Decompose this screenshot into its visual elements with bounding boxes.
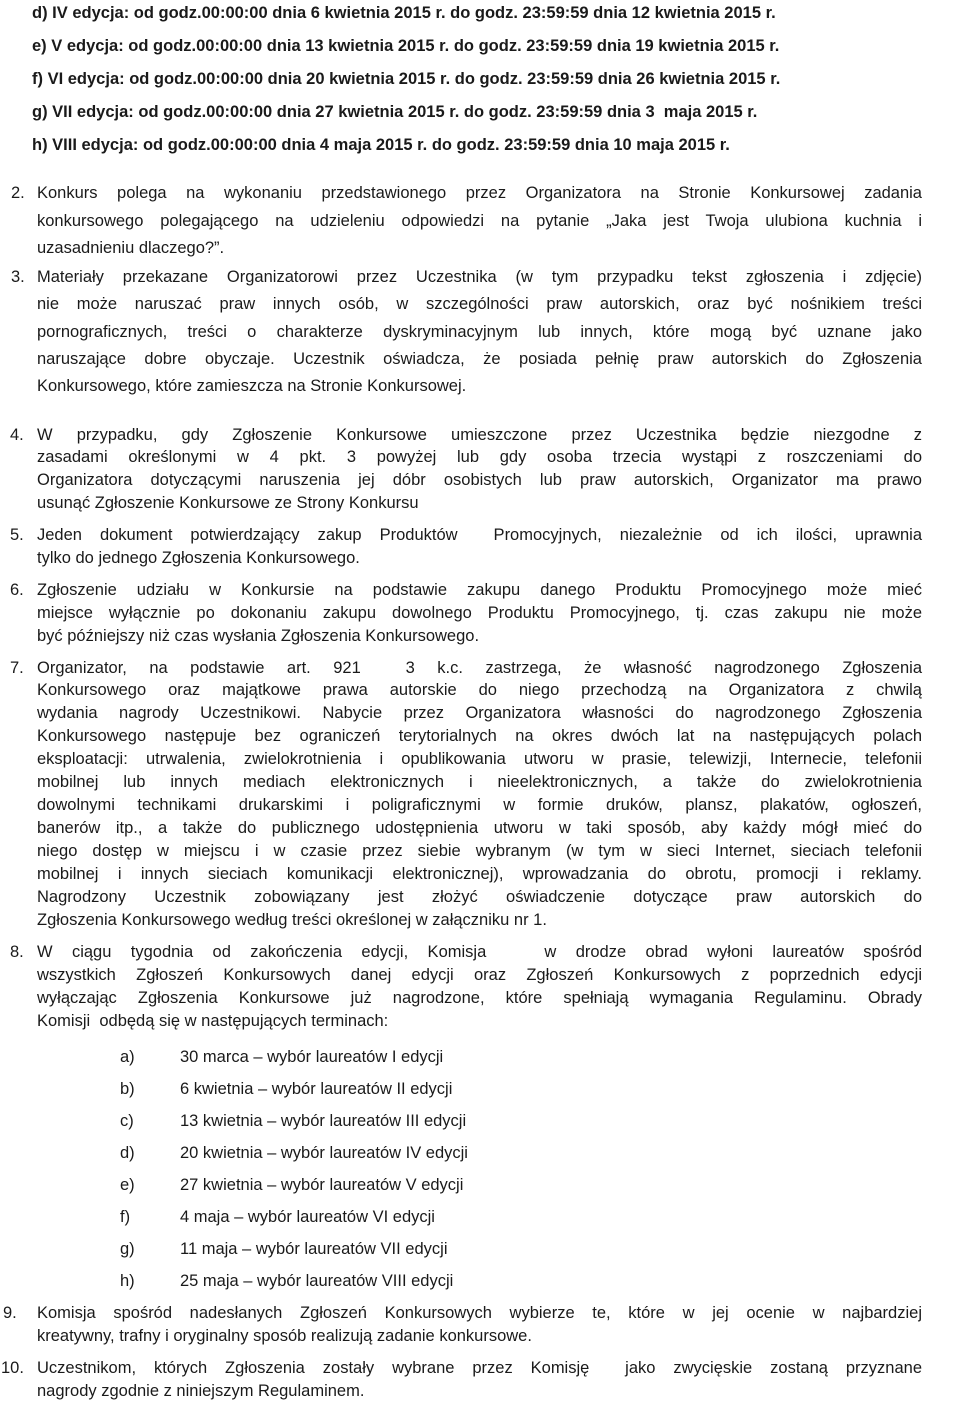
meeting-date-letter: f) xyxy=(120,1208,131,1226)
paragraph-line: miejsce wyłącznie po dokonaniu zakupu dowolnego Produktu Promocyjnego, tj. czas zakupu nie może xyxy=(37,604,922,622)
meeting-date-item: 13 kwietnia – wybór laureatów III edycji xyxy=(180,1112,467,1130)
paragraph-line: Komisja spośród nadesłanych Zgłoszeń Konkursowych wybierze te, które w jej ocenie w najbardziej xyxy=(37,1304,922,1322)
meeting-date-letter: b) xyxy=(120,1080,135,1098)
paragraph-line: nie może naruszać praw innych osób, w szczególności praw autorskich, oraz być nośnikiem treści xyxy=(37,295,922,313)
paragraph-line: Materiały przekazane Organizatorowi przez Uczestnika (w tym przypadku tekst zgłoszenia i zdjęcie) xyxy=(37,268,922,286)
paragraph-line: wydania nagrody Uczestnikowi. Nabycie przez Organizatora własności do nagrodzonego Zgłoszenia xyxy=(37,704,922,722)
section-number: 6. xyxy=(10,581,24,599)
paragraph-line: Konkursowego, które zamieszcza na Stronie Konkursowej. xyxy=(37,377,467,395)
paragraph-line: mobilnej lub innych mediach elektronicznych i nieelektronicznych, a także do zwielokrotnienia xyxy=(37,773,922,791)
paragraph-line: Konkurs polega na wykonaniu przedstawionego przez Organizatora na Stronie Konkursowej zadania xyxy=(37,184,922,202)
meeting-date-letter: d) xyxy=(120,1144,135,1162)
section-number: 7. xyxy=(10,659,24,677)
paragraph-line: Zgłoszenie udziału w Konkursie na podstawie zakupu danego Produktu Promocyjnego może mieć xyxy=(37,581,922,599)
meeting-date-item: 4 maja – wybór laureatów VI edycji xyxy=(180,1208,435,1226)
paragraph-line: banerów itp., a także do publicznego udostępnienia utworu w taki sposób, aby każdy mógł mieć do xyxy=(37,819,922,837)
section-number: 4. xyxy=(10,426,24,444)
paragraph-line: zasadami określonymi w 4 pkt. 3 powyżej lub gdy osoba trzecia wystąpi z roszczeniami do xyxy=(37,448,922,466)
paragraph-line: konkursowego polegającego na udzieleniu odpowiedzi na pytanie „Jaka jest Twoja ulubiona kuchnia i xyxy=(37,212,922,230)
section-number: 5. xyxy=(10,526,24,544)
paragraph-line: Organizatora dotyczącymi naruszenia jej dóbr osobistych lub praw autorskich, Organizator ma prawo xyxy=(37,471,922,489)
paragraph-line: W ciągu tygodnia od zakończenia edycji, Komisja w drodze obrad wyłoni laureatów spośród xyxy=(37,943,922,961)
meeting-date-item: 6 kwietnia – wybór laureatów II edycji xyxy=(180,1080,453,1098)
edition-schedule-item: d) IV edycja: od godz.00:00:00 dnia 6 kwietnia 2015 r. do godz. 23:59:59 dnia 12 kwietnia 2015 r. xyxy=(32,4,776,22)
section-number: 3. xyxy=(11,268,25,286)
section-number: 8. xyxy=(10,943,24,961)
section-number: 9. xyxy=(3,1304,17,1322)
paragraph-line: dowolnymi technikami drukarskimi i poligraficznymi w formie druków, plansz, plakatów, ogłoszeń, xyxy=(37,796,922,814)
paragraph-line: kreatywny, trafny i oryginalny sposób realizują zadanie konkursowe. xyxy=(37,1327,532,1345)
paragraph-line: Konkursowego oraz majątkowe prawa autorskie do niego przechodzą na Organizatora z chwilą xyxy=(37,681,922,699)
edition-schedule-item: h) VIII edycja: od godz.00:00:00 dnia 4 maja 2015 r. do godz. 23:59:59 dnia 10 maja 2015 r. xyxy=(32,136,730,154)
meeting-date-letter: c) xyxy=(120,1112,134,1130)
paragraph-line: eksploatacji: utrwalenia, zwielokrotnienia i opublikowania utworu w prasie, telewizji, Internecie, telefonii xyxy=(37,750,922,768)
paragraph-line: Uczestnikom, których Zgłoszenia zostały wybrane przez Komisję jako zwycięskie zostaną przyznane xyxy=(37,1359,922,1377)
meeting-date-letter: a) xyxy=(120,1048,135,1066)
paragraph-line: tylko do jednego Zgłoszenia Konkursowego. xyxy=(37,549,360,567)
edition-schedule-item: g) VII edycja: od godz.00:00:00 dnia 27 kwietnia 2015 r. do godz. 23:59:59 dnia 3 maja 2015 r. xyxy=(32,103,758,121)
paragraph-line: Zgłoszenia Konkursowego według treści określonej w załączniku nr 1. xyxy=(37,911,547,929)
paragraph-line: naruszające dobre obyczaje. Uczestnik oświadcza, że posiada pełnię praw autorskich do Zgłoszenia xyxy=(37,350,922,368)
paragraph-line: wyłączając Zgłoszenia Konkursowe już nagrodzone, które spełniają wymagania Regulaminu. Obrady xyxy=(37,989,922,1007)
section-number: 10. xyxy=(1,1359,24,1377)
paragraph-line: niego dostęp w miejscu i w czasie przez siebie wybranym (w tym w sieci Internet, sieciach telefonii xyxy=(37,842,922,860)
paragraph-line: mobilnej i innych sieciach komunikacji elektronicznej), wprowadzania do obrotu, promocji i reklamy. xyxy=(37,865,922,883)
meeting-date-item: 25 maja – wybór laureatów VIII edycji xyxy=(180,1272,454,1290)
edition-schedule-item: e) V edycja: od godz.00:00:00 dnia 13 kwietnia 2015 r. do godz. 23:59:59 dnia 19 kwietnia 2015 r. xyxy=(32,37,780,55)
edition-schedule-item: f) VI edycja: od godz.00:00:00 dnia 20 kwietnia 2015 r. do godz. 23:59:59 dnia 26 kwietnia 2015 r. xyxy=(32,70,781,88)
paragraph-line: Konkursowego następuje bez ograniczeń terytorialnych na okres dwóch lat na następujących polach xyxy=(37,727,922,745)
paragraph-line: być późniejszy niż czas wysłania Zgłoszenia Konkursowego. xyxy=(37,627,480,645)
meeting-date-item: 30 marca – wybór laureatów I edycji xyxy=(180,1048,444,1066)
paragraph-line: usunąć Zgłoszenie Konkursowe ze Strony Konkursu xyxy=(37,494,419,512)
meeting-date-letter: g) xyxy=(120,1240,135,1258)
section-number: 2. xyxy=(11,184,25,202)
paragraph-line: wszystkich Zgłoszeń Konkursowych danej edycji oraz Zgłoszeń Konkursowych z poprzednich edycji xyxy=(37,966,922,984)
paragraph-line: nagrody zgodnie z niniejszym Regulaminem. xyxy=(37,1382,365,1400)
meeting-date-item: 11 maja – wybór laureatów VII edycji xyxy=(180,1240,448,1258)
meeting-date-item: 27 kwietnia – wybór laureatów V edycji xyxy=(180,1176,464,1194)
paragraph-line: Jeden dokument potwierdzający zakup Produktów Promocyjnych, niezależnie od ich ilości, uprawnia xyxy=(37,526,922,544)
paragraph-line: W przypadku, gdy Zgłoszenie Konkursowe umieszczone przez Uczestnika będzie niezgodne z xyxy=(37,426,922,444)
meeting-date-item: 20 kwietnia – wybór laureatów IV edycji xyxy=(180,1144,468,1162)
meeting-date-letter: e) xyxy=(120,1176,135,1194)
paragraph-line: Komisji odbędą się w następujących terminach: xyxy=(37,1012,389,1030)
meeting-date-letter: h) xyxy=(120,1272,135,1290)
paragraph-line: Organizator, na podstawie art. 921 3 k.c. zastrzega, że własność nagrodzonego Zgłoszenia xyxy=(37,659,922,677)
paragraph-line: uzasadnieniu dlaczego?”. xyxy=(37,239,225,257)
paragraph-line: pornograficznych, treści o charakterze dyskryminacyjnym lub innych, które mogą być uznane jako xyxy=(37,323,922,341)
paragraph-line: Nagrodzony Uczestnik zobowiązany jest złożyć oświadczenie dotyczące praw autorskich do xyxy=(37,888,922,906)
